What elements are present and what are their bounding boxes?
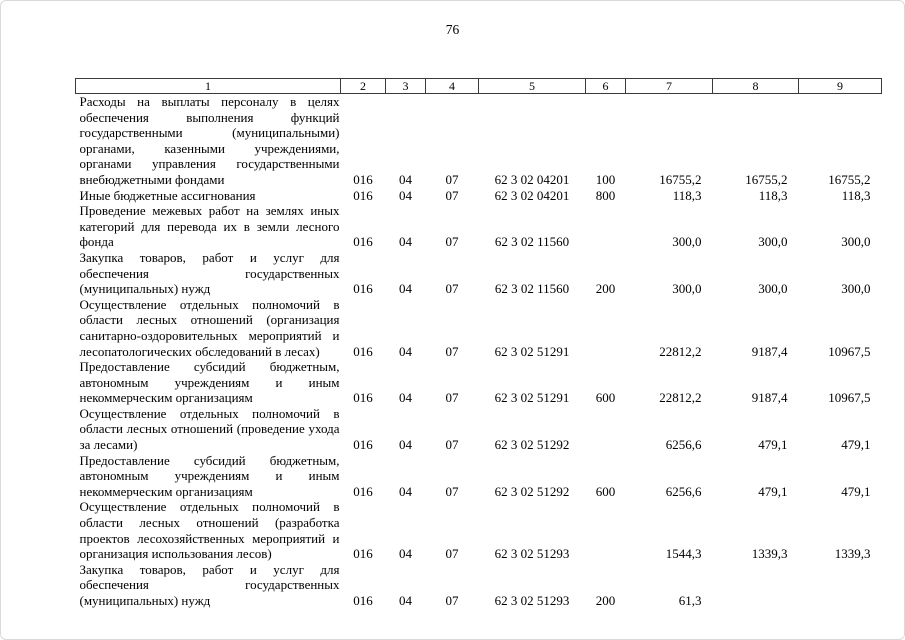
table-cell-col8: 300,0 — [758, 281, 788, 297]
table-cell-col1: Осуществление отдельных полномочий в области лесных отношений (разработка проектов лесохозяйственных мероприятий и организация использования лесов) — [79, 499, 340, 562]
table-cell-col9: 118,3 — [841, 187, 871, 203]
table-body — [76, 94, 882, 609]
table-cell-col2: 016 — [353, 281, 373, 297]
table-cell-col7: 22812,2 — [659, 390, 702, 406]
table-cell-col4: 07 — [445, 483, 459, 499]
table-cell-col3: 04 — [399, 171, 412, 187]
table-row — [76, 359, 882, 406]
table-cell-col8 — [713, 562, 799, 609]
table-cell-col9: 300,0 — [841, 281, 871, 297]
table-cell-col3: 04 — [399, 234, 412, 250]
table-cell-col5: 62 3 02 51292 — [494, 483, 570, 499]
table-cell-col1: Осуществление отдельных полномочий в области лесных отношений (организация санитарно-оздоровительных мероприятий и лесопатологических обследований в лесах) — [79, 296, 340, 359]
table-cell-col9: 479,1 — [841, 437, 871, 453]
table-cell-col2: 016 — [353, 234, 373, 250]
table-cell-col6: 600 — [595, 483, 616, 499]
table-cell-col2: 016 — [353, 171, 373, 187]
table-cell-col4: 07 — [445, 281, 459, 297]
table-cell-col7: 6256,6 — [665, 437, 702, 453]
table-cell-col5: 62 3 02 51291 — [494, 390, 570, 406]
table-cell-col2: 016 — [353, 483, 373, 499]
header-cell-7: 7 — [626, 79, 713, 94]
table-cell-col1: Расходы на выплаты персоналу в целях обеспечения выполнения функций государственными (муниципальными) органами, казенными учреждениями, органами управления государственными внебюджетными фондами — [79, 94, 340, 187]
header-cell-8: 8 — [713, 79, 799, 94]
table-cell-col5: 62 3 02 51292 — [494, 437, 570, 453]
table-cell-col7: 61,3 — [678, 593, 702, 608]
table-cell-col3: 04 — [399, 483, 412, 499]
table-cell-col1: Проведение межевых работ на землях иных категорий для перевода их в земли лесного фонда — [79, 203, 340, 250]
table-cell-col2: 016 — [353, 187, 373, 203]
table-row — [76, 453, 882, 500]
table-cell-col5: 62 3 02 04201 — [494, 187, 570, 203]
table-cell-col1: Осуществление отдельных полномочий в области лесных отношений (проведение ухода за лесами) — [79, 405, 340, 453]
table-cell-col6 — [586, 406, 626, 453]
budget-table — [75, 78, 882, 609]
table-header — [76, 79, 882, 94]
table-cell-col2: 016 — [353, 546, 373, 562]
table-cell-col3: 04 — [399, 281, 412, 297]
table-cell-col6: 200 — [595, 281, 616, 297]
table-row — [76, 203, 882, 250]
table-row — [76, 94, 882, 188]
table-cell-col5: 62 3 02 04201 — [494, 171, 570, 187]
table-cell-col9: 300,0 — [841, 234, 871, 250]
table-cell-col1: Иные бюджетные ассигнования — [79, 187, 256, 203]
table-cell-col4: 07 — [445, 343, 459, 359]
table-cell-col8: 118,3 — [758, 187, 788, 203]
table-cell-col1: Закупка товаров, работ и услуг для обеспечения государственных (муниципальных) нужд — [79, 249, 340, 297]
table-cell-col4: 07 — [445, 171, 459, 187]
table-cell-col9: 479,1 — [841, 483, 871, 499]
table-cell-col2: 016 — [353, 437, 373, 453]
table-cell-col6: 100 — [595, 171, 616, 187]
table-cell-col8: 300,0 — [758, 234, 788, 250]
table-cell-col7: 118,3 — [672, 187, 702, 203]
header-cell-5: 5 — [479, 79, 586, 94]
table-row — [76, 406, 882, 453]
table-cell-col7: 6256,6 — [665, 483, 702, 499]
header-cell-1: 1 — [76, 79, 341, 94]
table-cell-col1: Закупка товаров, работ и услуг для обеспечения государственных (муниципальных) нужд — [79, 561, 340, 608]
header-row — [76, 79, 882, 94]
page-number: 76 — [445, 22, 460, 37]
table-row — [76, 250, 882, 297]
table-cell-col2: 016 — [353, 593, 373, 608]
table-cell-col3: 04 — [399, 437, 412, 453]
header-cell-6: 6 — [586, 79, 626, 94]
table-cell-col7: 1544,3 — [665, 546, 702, 562]
table-cell-col8: 9187,4 — [751, 343, 788, 359]
table-cell-col7: 300,0 — [672, 234, 702, 250]
table-cell-col5: 62 3 02 11560 — [494, 281, 570, 297]
table-cell-col6 — [586, 499, 626, 561]
table-cell-col8: 479,1 — [758, 483, 788, 499]
table-cell-col4: 07 — [445, 546, 459, 562]
table-cell-col5: 62 3 02 11560 — [494, 234, 570, 250]
table-cell-col4: 07 — [445, 593, 459, 608]
header-cell-4: 4 — [426, 79, 479, 94]
table-cell-col7: 16755,2 — [659, 171, 702, 187]
table-cell-col8: 1339,3 — [751, 546, 788, 562]
table-cell-col3: 04 — [399, 390, 412, 406]
table-cell-col9: 1339,3 — [834, 546, 871, 562]
table-cell-col6 — [586, 297, 626, 359]
table-cell-col5: 62 3 02 51293 — [494, 546, 570, 562]
table-cell-col7: 22812,2 — [659, 343, 702, 359]
table-cell-col9: 10967,5 — [828, 390, 871, 406]
table-cell-col9: 16755,2 — [828, 171, 871, 187]
header-cell-3: 3 — [386, 79, 426, 94]
table-row — [76, 188, 882, 204]
table-cell-col9: 10967,5 — [828, 343, 871, 359]
table-cell-col9 — [799, 562, 882, 609]
table-cell-col7: 300,0 — [672, 281, 702, 297]
table-cell-col1: Предоставление субсидий бюджетным, автономным учреждениям и иным некоммерческим организациям — [79, 359, 340, 406]
table-row — [76, 562, 882, 609]
table-cell-col6: 200 — [595, 593, 616, 608]
table-cell-col4: 07 — [445, 187, 459, 203]
table-cell-col8: 9187,4 — [751, 390, 788, 406]
table-row — [76, 499, 882, 561]
table-cell-col3: 04 — [399, 593, 412, 608]
header-cell-9: 9 — [799, 79, 882, 94]
header-cell-2: 2 — [341, 79, 386, 94]
table-cell-col3: 04 — [399, 546, 412, 562]
table-cell-col1: Предоставление субсидий бюджетным, автономным учреждениям и иным некоммерческим организациям — [79, 452, 340, 499]
table-cell-col6: 800 — [595, 187, 616, 203]
table-cell-col8: 16755,2 — [745, 171, 788, 187]
table-cell-col6 — [586, 203, 626, 250]
table-cell-col5: 62 3 02 51293 — [494, 593, 570, 608]
table-cell-col4: 07 — [445, 437, 459, 453]
table-cell-col2: 016 — [353, 390, 373, 406]
table-cell-col5: 62 3 02 51291 — [494, 343, 570, 359]
table-cell-col4: 07 — [445, 234, 459, 250]
table-cell-col4: 07 — [445, 390, 459, 406]
table-cell-col6: 600 — [595, 390, 616, 406]
table-cell-col2: 016 — [353, 343, 373, 359]
table-cell-col3: 04 — [399, 187, 412, 203]
table-row — [76, 297, 882, 359]
table-cell-col3: 04 — [399, 343, 412, 359]
table-cell-col8: 479,1 — [758, 437, 788, 453]
